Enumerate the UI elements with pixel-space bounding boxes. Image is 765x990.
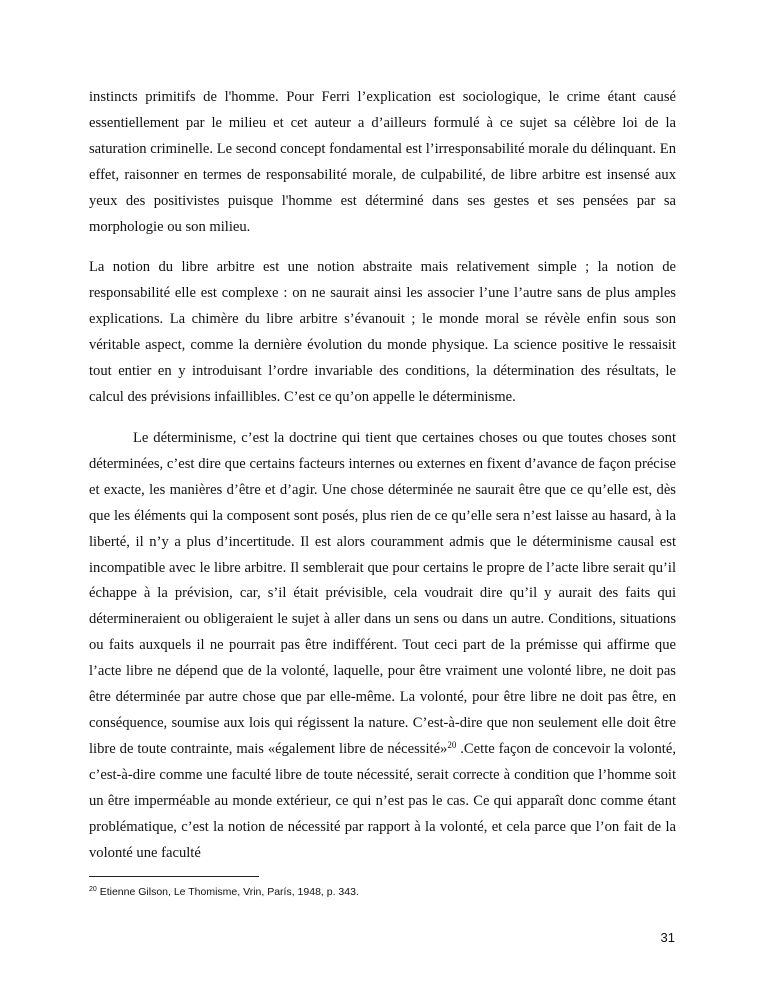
paragraph-positivism: instincts primitifs de l'homme. Pour Ferri l’explication est sociologique, le crime étant causé essentiellement par le milieu et cet auteur a d’ailleurs formulé à ce sujet sa célèbre loi de la saturation criminelle. Le second concept fondamental est l’irresponsabilité morale du délinquant. En effet, raisonner en termes de responsabilité morale, de culpabilité, de libre arbitre est insensé aux yeux des positivistes puisque l'homme est déterminé dans ses gestes et ses pensées par sa morphologie ou son milieu. (89, 89, 676, 235)
paragraph-determinism-text: Le déterminisme, c’est la doctrine qui tient que certaines choses ou que toutes choses sont déterminées, c’est dire que certains facteurs internes ou externes en fixent d’avance de façon précise et exacte, les manières d’être et d’agir. Une chose déterminée ne saurait être que ce qu’elle est, dès que les éléments qui la composent sont posés, plus rien de ce qu’elle sera n’est laisse au hasard, à la liberté, il n’y a plus d’incertitude. Il est alors couramment admis que le déterminisme causal est incompatible avec le libre arbitre. Il semblerait que pour certains le propre de l’acte libre serait qu’il échappe à la prévision, car, s’il était prévisible, cela voudrait dire qu’il y aurait des faits qui détermineraient ou obligeraient le sujet à aller dans un sens ou dans un autre. Conditions, situations ou faits auxquels il ne pourrait pas être indifférent. Tout ceci part de la prémisse qui affirme que l’acte libre ne dépend que de la volonté, laquelle, pour être vraiment une volonté libre, ne doit pas être déterminée par autre chose que par elle-même. La volonté, pour être libre ne doit pas être, en conséquence, soumise aux lois qui régissent la nature. C’est-à-dire que non seulement elle doit être libre de toute contrainte, mais «également libre de nécessité» (89, 430, 676, 757)
paragraph-free-will: La notion du libre arbitre est une notion abstraite mais relativement simple ; la notion de responsabilité elle est complexe : on ne saurait ainsi les associer l’une l’autre sans de plus amples explications. La chimère du libre arbitre s’évanouit ; le monde moral se révèle enfin sous son véritable aspect, comme la dernière évolution du monde physique. La science positive le ressaisit tout entier en y introduisant l’ordre invariable des conditions, la détermination des résultats, le calcul des prévisions infaillibles. C’est ce qu’on appelle le déterminisme. (89, 259, 676, 405)
footnote-number: 20 (89, 886, 97, 893)
footnote-separator (89, 876, 259, 877)
footnote-reference[interactable]: 20 (447, 739, 457, 750)
page-number: 31 (660, 930, 675, 945)
paragraph-determinism (89, 426, 676, 866)
footnote-text: Etienne Gilson, Le Thomisme, Vrin, París, 1948, p. 343. (96, 886, 359, 898)
paragraph-determinism-continuation: .Cette façon de concevoir la volonté, c’est-à-dire comme une faculté libre de toute nécessité, serait correcte à condition que l’homme soit un être imperméable au monde extérieur, ce qui n’est pas le cas. Ce qui apparaît donc comme étant problématique, c’est la notion de nécessité par rapport à la volonté, et cela parce que l’on fait de la volonté une faculté (89, 740, 676, 861)
footnote (89, 885, 676, 899)
